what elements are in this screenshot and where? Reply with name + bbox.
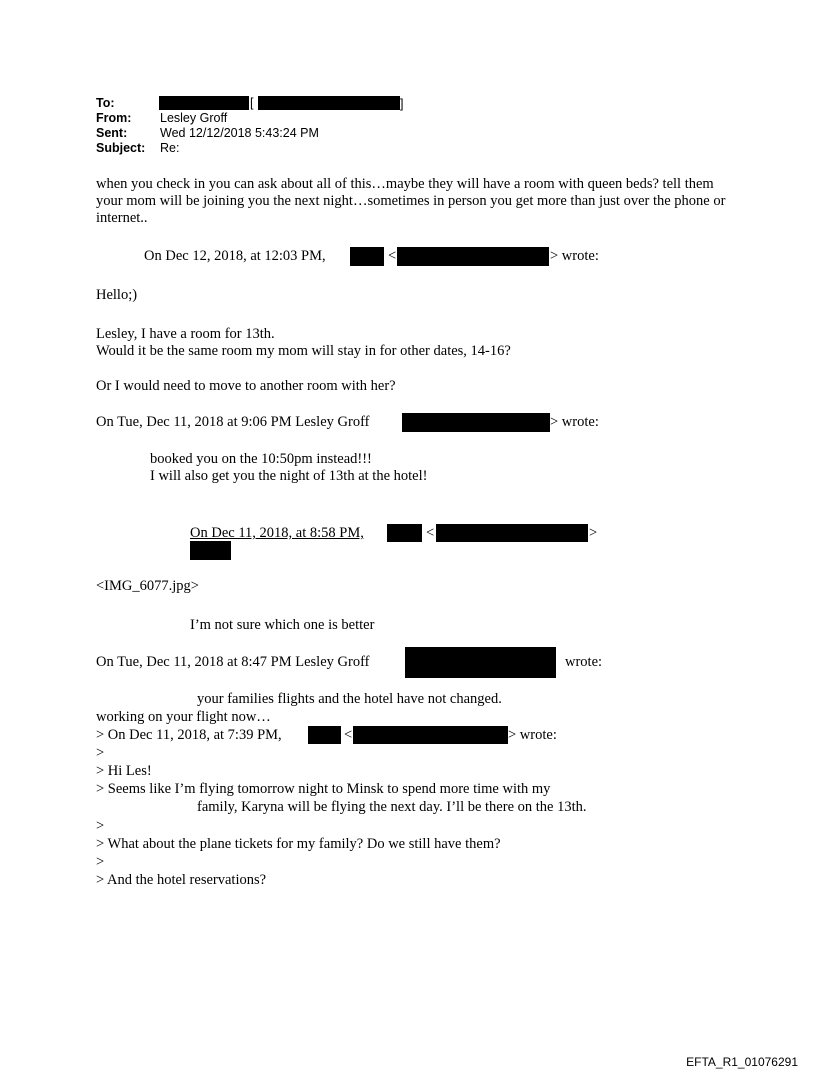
quote-marker: > (96, 745, 105, 761)
redaction-bar (350, 247, 384, 266)
subject-value: Re: (160, 141, 180, 155)
message-line: > Hi Les! (96, 763, 152, 779)
quote-attribution: On Dec 11, 2018, at 8:58 PM, (190, 525, 364, 541)
to-close-bracket: ] (400, 97, 404, 111)
redaction-bar (190, 541, 231, 560)
to-label: To: (96, 96, 115, 110)
redaction-bar (258, 96, 400, 110)
quote-marker: > (96, 818, 105, 834)
redaction-bar (397, 247, 549, 266)
from-label: From: (96, 111, 132, 125)
sent-value: Wed 12/12/2018 5:43:24 PM (160, 126, 319, 140)
redaction-bar (387, 524, 422, 542)
reply-paragraph: when you check in you can ask about all of this…maybe they will have a room with queen beds? tell them your mom will be joining you the next night…sometimes in person you get more than just over the phone or internet.. (96, 176, 726, 226)
redaction-bar (353, 726, 508, 744)
message-line: > And the hotel reservations? (96, 872, 267, 888)
message-line: booked you on the 10:50pm instead!!! (150, 451, 372, 467)
quote-attribution: On Tue, Dec 11, 2018 at 9:06 PM Lesley Groff (96, 414, 370, 430)
to-row (96, 96, 496, 111)
redaction-bar (308, 726, 341, 744)
quote-attribution: On Tue, Dec 11, 2018 at 8:47 PM Lesley Groff (96, 654, 370, 670)
quote-attribution-end: wrote: (565, 654, 603, 670)
quote-attribution-end: > (589, 525, 598, 541)
from-row (96, 111, 496, 126)
message-line: working on your flight now… (96, 709, 271, 725)
redaction-bar (402, 413, 550, 432)
quote-attribution: > On Dec 11, 2018, at 7:39 PM, (96, 727, 282, 743)
quote-attribution: On Dec 12, 2018, at 12:03 PM, (144, 248, 326, 264)
quote-attribution-end: > wrote: (550, 414, 599, 430)
quote-marker: > (96, 854, 105, 870)
attachment-name: <IMG_6077.jpg> (96, 578, 199, 594)
message-line: family, Karyna will be flying the next day. I’ll be there on the 13th. (197, 799, 587, 815)
lt-symbol: < (426, 525, 435, 541)
message-line: I will also get you the night of 13th at the hotel! (150, 468, 428, 484)
message-line: your families flights and the hotel have not changed. (197, 691, 502, 707)
message-line: Would it be the same room my mom will stay in for other dates, 14-16? (96, 343, 511, 359)
redaction-bar (159, 96, 249, 110)
sent-row (96, 126, 496, 141)
quote-attribution-end: > wrote: (508, 727, 557, 743)
message-line: > Seems like I’m flying tomorrow night to Minsk to spend more time with my (96, 781, 551, 797)
message-line: > What about the plane tickets for my family? Do we still have them? (96, 836, 501, 852)
email-header (96, 96, 496, 158)
message-line: Or I would need to move to another room with her? (96, 378, 396, 394)
redaction-bar (405, 647, 556, 678)
greeting: Hello;) (96, 287, 138, 303)
sent-label: Sent: (96, 126, 128, 140)
quote-attribution-end: > wrote: (550, 248, 599, 264)
subject-label: Subject: (96, 141, 146, 155)
redaction-bar (436, 524, 588, 542)
bates-number: EFTA_R1_01076291 (686, 1055, 798, 1069)
to-open-bracket: [ (250, 96, 254, 110)
lt-symbol: < (344, 727, 353, 743)
message-line: I’m not sure which one is better (190, 617, 375, 633)
subject-row (96, 141, 496, 156)
from-value: Lesley Groff (160, 111, 228, 125)
lt-symbol: < (388, 248, 397, 264)
message-line: Lesley, I have a room for 13th. (96, 326, 275, 342)
